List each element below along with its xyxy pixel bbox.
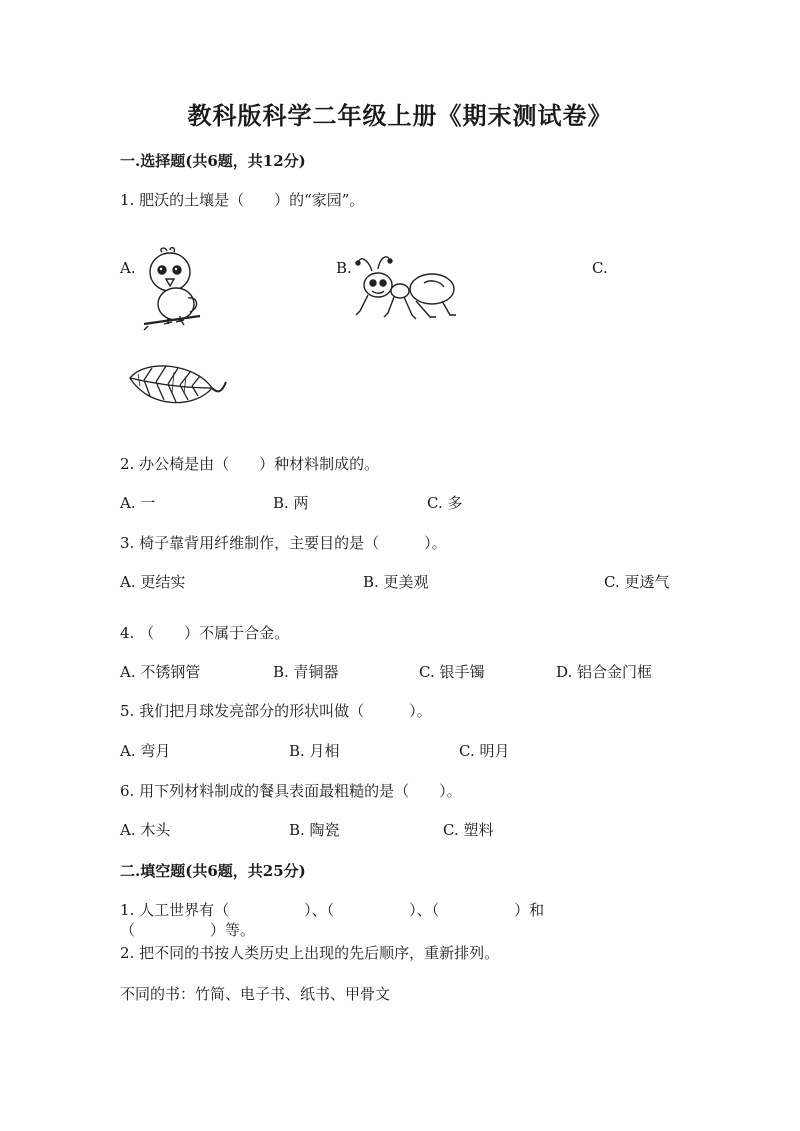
question-4: 4. （ ）不属于合金。: [120, 624, 290, 642]
option-6b: B. 陶瓷: [289, 821, 340, 839]
option-4a: A. 不锈钢管: [120, 663, 201, 681]
option-1c: C.: [592, 259, 608, 277]
option-5c: C. 明月: [459, 742, 510, 760]
option-2b: B. 两: [273, 494, 309, 512]
option-5a: A. 弯月: [120, 742, 171, 760]
question-6: 6. 用下列材料制成的餐具表面最粗糙的是（ ）。: [120, 782, 462, 800]
question-1: 1. 肥沃的土壤是（ ）的“家园”。: [120, 191, 365, 209]
section-heading-choice: 一.选择题(共6题，共12分): [120, 152, 306, 170]
page-title: 教科版科学二年级上册《期末测试卷》: [187, 101, 613, 130]
section-heading-fill: 二.填空题(共6题，共25分): [120, 862, 306, 880]
fill-question-1-line2: （ ）等。: [120, 921, 256, 939]
option-2c: C. 多: [427, 494, 463, 512]
option-3a: A. 更结实: [120, 573, 186, 591]
option-4d: D. 铝合金门框: [556, 663, 653, 681]
option-3b: B. 更美观: [363, 573, 429, 591]
option-2a: A. 一: [120, 494, 156, 512]
option-5b: B. 月相: [289, 742, 340, 760]
option-1a: A.: [120, 259, 136, 277]
question-3: 3. 椅子靠背用纤维制作，主要目的是（ ）。: [120, 534, 447, 552]
option-6c: C. 塑料: [443, 821, 494, 839]
fill-question-2: 2. 把不同的书按人类历史上出现的先后顺序，重新排列。: [120, 944, 500, 962]
question-5: 5. 我们把月球发亮部分的形状叫做（ ）。: [120, 702, 432, 720]
question-2: 2. 办公椅是由（ ）种材料制成的。: [120, 455, 380, 473]
fill-question-1-line1: 1. 人工世界有（ ）、（ ）、（ ）和: [120, 901, 545, 919]
ant-icon: [354, 253, 464, 325]
option-1b: B.: [336, 259, 352, 277]
fill-question-2-books: 不同的书：竹简、电子书、纸书、甲骨文: [120, 985, 391, 1003]
option-4c: C. 银手镯: [419, 663, 485, 681]
bird-icon: [140, 246, 204, 336]
option-6a: A. 木头: [120, 821, 171, 839]
option-4b: B. 青铜器: [273, 663, 339, 681]
option-3c: C. 更透气: [604, 573, 670, 591]
leaf-icon: [126, 358, 230, 416]
